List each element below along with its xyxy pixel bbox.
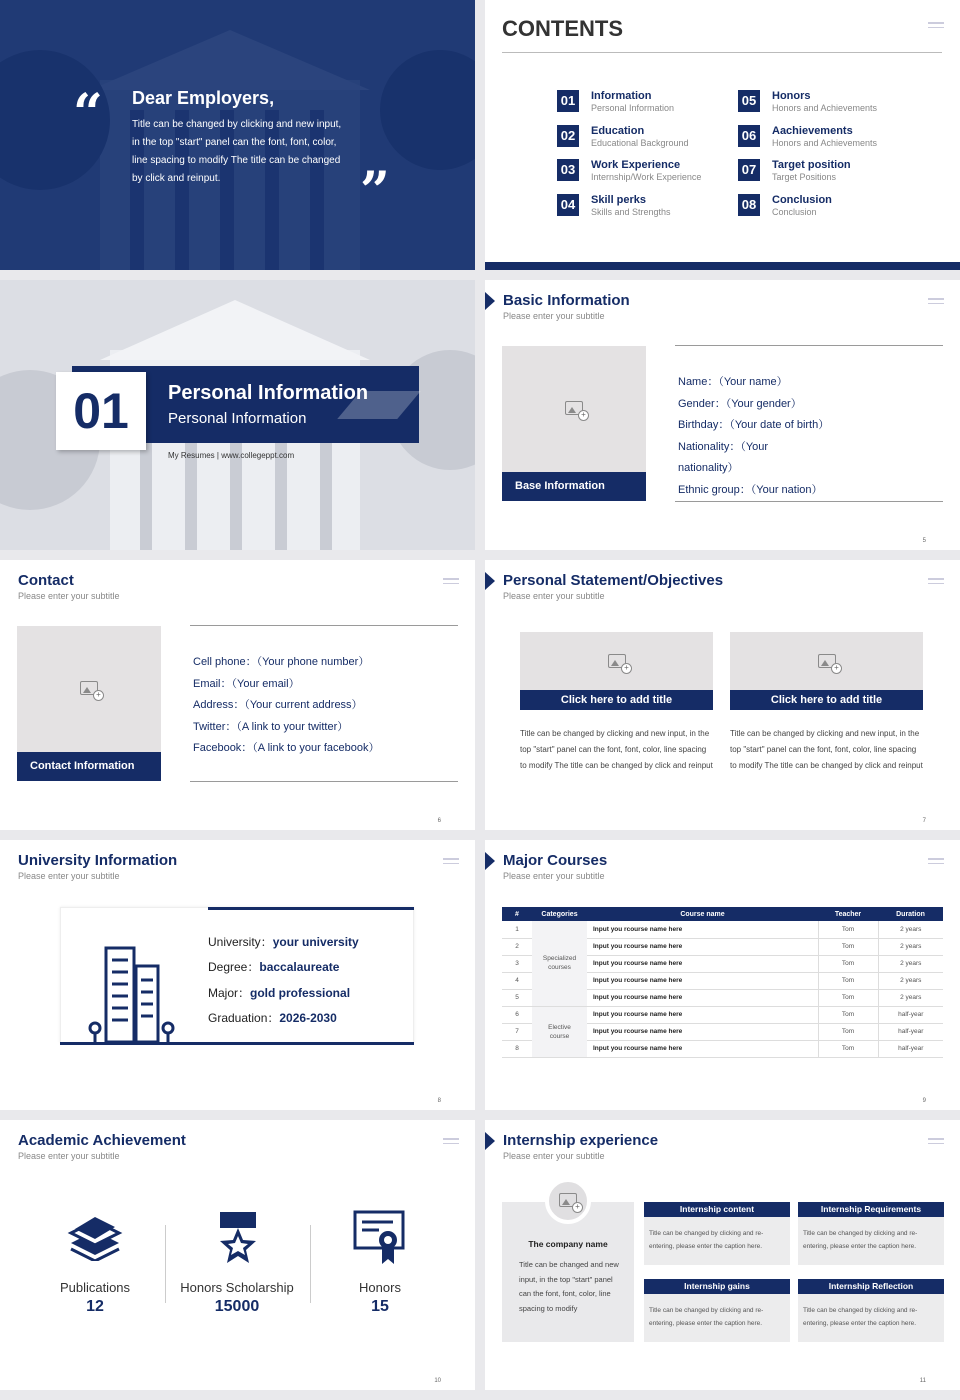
teacher: Tom: [818, 938, 878, 955]
contents-item-sub: Personal Information: [591, 103, 675, 113]
slide-title: University Information: [18, 852, 178, 869]
contents-item[interactable]: [557, 194, 727, 220]
slide-title: Internship experience: [503, 1132, 659, 1149]
logo-icon: [443, 1138, 459, 1144]
section-number: 01: [73, 383, 129, 439]
row-value: 2026-2030: [279, 1010, 337, 1025]
contents-item-title: Work Experience: [591, 159, 681, 171]
close-quote-icon: ”: [360, 161, 390, 222]
contents-item[interactable]: [557, 125, 727, 151]
contents-number: 07: [738, 159, 760, 181]
info-line: Name：（Your name）: [678, 376, 788, 388]
slide-achievement: [0, 1120, 475, 1390]
course-name: Input you rcourse name here: [587, 1040, 818, 1057]
column-header: Duration: [878, 907, 943, 921]
contents-item-sub: Educational Background: [591, 137, 689, 148]
page-number: 9: [922, 1098, 926, 1104]
info-top-rule: [190, 625, 458, 626]
open-quote-icon: “: [73, 83, 103, 144]
teacher: Tom: [818, 1023, 878, 1040]
slide-subtitle: Please enter your subtitle: [18, 871, 120, 881]
slide-university: [0, 840, 475, 1110]
slide-internship: [485, 1120, 960, 1390]
duration: 2 years: [878, 972, 943, 989]
slide-courses: [485, 840, 960, 1110]
contents-number: 02: [557, 125, 579, 147]
info-line: Email：（Your email）: [193, 677, 300, 690]
category-cell: Specialized courses: [532, 921, 587, 1006]
info-bottom-rule: [190, 781, 458, 782]
slide-cover: [0, 0, 475, 270]
page-number: 7: [922, 818, 926, 824]
card-text: Title can be changed by clicking and new input, in the top "start" panel can the font, font, color, line spacing to modify The title can be changed by click and reinput: [730, 729, 923, 770]
course-name: Input you rcourse name here: [587, 989, 818, 1006]
slide-subtitle: Please enter your subtitle: [503, 591, 605, 601]
slide-contents: [485, 0, 960, 270]
info-line: Gender：（Your gender）: [678, 397, 802, 410]
contents-item[interactable]: [738, 159, 908, 185]
column-header: Course name: [587, 907, 818, 921]
course-name: Input you rcourse name here: [587, 972, 818, 989]
teacher: Tom: [818, 955, 878, 972]
column-header: Categories: [532, 907, 587, 921]
contents-bottom-bar: [485, 262, 960, 270]
page-number: 10: [434, 1378, 441, 1384]
box-title: Internship gains: [644, 1279, 790, 1294]
logo-icon: [443, 578, 459, 584]
slide-title: Basic Information: [503, 292, 630, 309]
photo-caption: Base Information: [502, 472, 646, 501]
medal-icon: [218, 1210, 258, 1264]
logo-icon: [443, 858, 459, 864]
card-text: Title can be changed by clicking and new input, in the top "start" panel can the font, font, color, line spacing to modify The title can be changed by click and reinput: [520, 729, 713, 770]
contents-number: 04: [557, 194, 579, 216]
photo-placeholder[interactable]: [17, 626, 161, 752]
contents-item-sub: Internship/Work Experience: [591, 172, 702, 182]
slide-statement: [485, 560, 960, 830]
info-line: Facebook：（A link to your facebook）: [193, 742, 380, 755]
card-title[interactable]: Click here to add title: [520, 690, 713, 710]
box-body: Title can be changed by clicking and re-entering, please enter the caption here.: [798, 1217, 944, 1265]
photo-caption: Contact Information: [17, 752, 161, 781]
section-footer: My Resumes | www.collegeppt.com: [168, 451, 295, 460]
row-label: Degree：: [208, 960, 260, 975]
card-title[interactable]: Click here to add title: [730, 690, 923, 710]
slide-section: [0, 280, 475, 550]
contents-item[interactable]: [557, 90, 727, 116]
contents-number: 03: [557, 159, 579, 181]
contents-title: CONTENTS: [502, 16, 623, 41]
row-label: University：: [208, 935, 273, 949]
contents-item-title: Skill perks: [591, 193, 647, 206]
card-image-placeholder[interactable]: [520, 632, 713, 690]
page-number: 8: [437, 1098, 441, 1104]
slide-subtitle: Please enter your subtitle: [503, 1151, 605, 1161]
title-marker-icon: [485, 292, 495, 310]
contents-item-title: Education: [591, 124, 645, 137]
teacher: Tom: [818, 1040, 878, 1057]
company-text: Title can be changed and new input, in the top "start" panel can the font, font, color, line spacing to modify: [519, 1260, 619, 1313]
page-number: 11: [919, 1378, 926, 1384]
achievement-label: Honors Scholarship: [180, 1280, 294, 1295]
contents-item-title: Aachievements: [772, 124, 853, 137]
card-image-placeholder[interactable]: [730, 632, 923, 690]
achievement-value: 15: [371, 1298, 389, 1315]
contents-item-title: Information: [591, 90, 652, 102]
title-marker-icon: [485, 572, 495, 590]
contents-item-title: Conclusion: [772, 193, 832, 206]
course-name: Input you rcourse name here: [587, 1006, 818, 1023]
contents-item-sub: Honors and Achievements: [772, 103, 878, 113]
column-header: #: [502, 907, 532, 921]
slide-subtitle: Please enter your subtitle: [503, 311, 605, 321]
course-name: Input you rcourse name here: [587, 938, 818, 955]
contents-number: 06: [738, 125, 760, 147]
contents-item[interactable]: [738, 125, 908, 151]
title-marker-icon: [485, 852, 495, 870]
slide-title: Academic Achievement: [18, 1132, 186, 1149]
info-line: nationality）: [678, 462, 739, 475]
row-value: your university: [272, 935, 359, 949]
box-body: Title can be changed by clicking and re-entering, please enter the caption here.: [644, 1294, 790, 1342]
contents-item-title: Honors: [772, 90, 811, 102]
row-number: 4: [502, 972, 532, 989]
slide-title: Personal Statement/Objectives: [503, 572, 724, 589]
box-title: Internship content: [644, 1202, 790, 1217]
cover-heading: Dear Employers,: [132, 88, 275, 108]
building-icon: [82, 940, 192, 1044]
info-line: Birthday：（Your date of birth）: [678, 419, 830, 432]
duration: 2 years: [878, 921, 943, 938]
info-line: Ethnic group：（Your nation）: [678, 483, 823, 496]
box-title: Internship Reflection: [798, 1279, 944, 1294]
contents-item-sub: Honors and Achievements: [772, 137, 878, 148]
university-row: [208, 955, 359, 980]
logo-icon: [928, 22, 944, 28]
company-name: The company name: [528, 1239, 608, 1249]
logo-icon: [928, 858, 944, 864]
university-row: [208, 930, 359, 955]
duration: half-year: [878, 1023, 943, 1040]
section-subtitle: Personal Information: [168, 410, 307, 427]
contents-item-sub: Target Positions: [772, 172, 837, 182]
image-icon: [818, 654, 836, 668]
row-number: 2: [502, 938, 532, 955]
certificate-icon: [353, 1210, 407, 1266]
contents-number: 08: [738, 194, 760, 216]
logo-icon: [928, 578, 944, 584]
cover-body: Title can be changed by clicking and new input, in the top "start" panel can the font, font, color, line spacing to modify The title can be changed by click and reinput.: [132, 119, 342, 184]
row-number: 5: [502, 989, 532, 1006]
teacher: Tom: [818, 921, 878, 938]
duration: half-year: [878, 1006, 943, 1023]
duration: half-year: [878, 1040, 943, 1057]
slide-subtitle: Please enter your subtitle: [503, 871, 605, 881]
contents-item-sub: Skills and Strengths: [591, 206, 671, 217]
card-top-rule: [208, 907, 414, 910]
duration: 2 years: [878, 938, 943, 955]
teacher: Tom: [818, 972, 878, 989]
row-number: 1: [502, 921, 532, 938]
row-label: Major：: [208, 985, 251, 1000]
title-marker-icon: [485, 1132, 495, 1150]
achievement-value: 12: [86, 1298, 104, 1315]
achievement-value: 15000: [214, 1298, 260, 1315]
image-icon: [608, 654, 626, 668]
slide-title: Contact: [18, 572, 74, 589]
info-top-rule: [675, 345, 943, 346]
teacher: Tom: [818, 1006, 878, 1023]
courses-table-wrap: [502, 907, 943, 1058]
teacher: Tom: [818, 989, 878, 1006]
info-line: Address：（Your current address）: [193, 699, 363, 712]
course-name: Input you rcourse name here: [587, 955, 818, 972]
category-cell: Elective course: [532, 1006, 587, 1057]
courses-table: [502, 907, 943, 1058]
section-number-box: [56, 372, 146, 450]
contents-item[interactable]: [557, 159, 727, 185]
achievement-label: Publications: [59, 1280, 131, 1295]
course-name: Input you rcourse name here: [587, 921, 818, 938]
row-value: gold professional: [250, 985, 351, 1000]
info-bottom-rule: [675, 501, 943, 502]
contents-item-title: Target position: [772, 159, 851, 171]
info-line: Nationality：（Your: [678, 440, 769, 453]
contents-number: 05: [738, 90, 760, 112]
logo-icon: [928, 1138, 944, 1144]
achievement-label: Honors: [359, 1280, 401, 1295]
contents-divider: [502, 52, 942, 53]
slide-subtitle: Please enter your subtitle: [18, 1151, 120, 1161]
contact-info-list: [193, 652, 379, 760]
table-row: [502, 921, 943, 938]
image-icon: [565, 401, 583, 415]
page-number: 5: [922, 538, 926, 544]
basic-info-list: [678, 372, 829, 502]
course-name: Input you rcourse name here: [587, 1023, 818, 1040]
slide-title: Major Courses: [503, 852, 608, 869]
duration: 2 years: [878, 989, 943, 1006]
company-avatar[interactable]: [545, 1178, 591, 1224]
contents-item-sub: Conclusion: [772, 206, 817, 217]
table-row: [502, 1006, 943, 1023]
photo-placeholder[interactable]: [502, 346, 646, 472]
logo-icon: [928, 298, 944, 304]
info-line: Cell phone：（Your phone number）: [193, 656, 370, 668]
box-body: Title can be changed by clicking and re-entering, please enter the caption here.: [644, 1217, 790, 1265]
image-icon: [559, 1193, 577, 1207]
page-number: 6: [437, 818, 441, 824]
slide-subtitle: Please enter your subtitle: [18, 591, 120, 601]
row-number: 6: [502, 1006, 532, 1023]
books-icon: [67, 1213, 123, 1261]
university-row: [208, 981, 359, 1006]
info-line: Twitter：（A link to your twitter）: [193, 720, 349, 733]
duration: 2 years: [878, 955, 943, 972]
image-icon: [80, 681, 98, 695]
row-value: baccalaureate: [259, 960, 340, 975]
university-row: [208, 1006, 359, 1031]
box-title: Internship Requirements: [798, 1202, 944, 1217]
contents-item[interactable]: [738, 194, 908, 220]
contents-item[interactable]: [738, 90, 908, 116]
slide-basic-info: [485, 280, 960, 550]
university-details: [208, 930, 359, 1031]
box-body: Title can be changed by clicking and re-entering, please enter the caption here.: [798, 1294, 944, 1342]
row-label: Graduation：: [208, 1010, 280, 1025]
section-title: Personal Information: [168, 382, 369, 404]
row-number: 8: [502, 1040, 532, 1057]
slide-contact: [0, 560, 475, 830]
row-number: 7: [502, 1023, 532, 1040]
contents-number: 01: [557, 90, 579, 112]
column-header: Teacher: [818, 907, 878, 921]
row-number: 3: [502, 955, 532, 972]
